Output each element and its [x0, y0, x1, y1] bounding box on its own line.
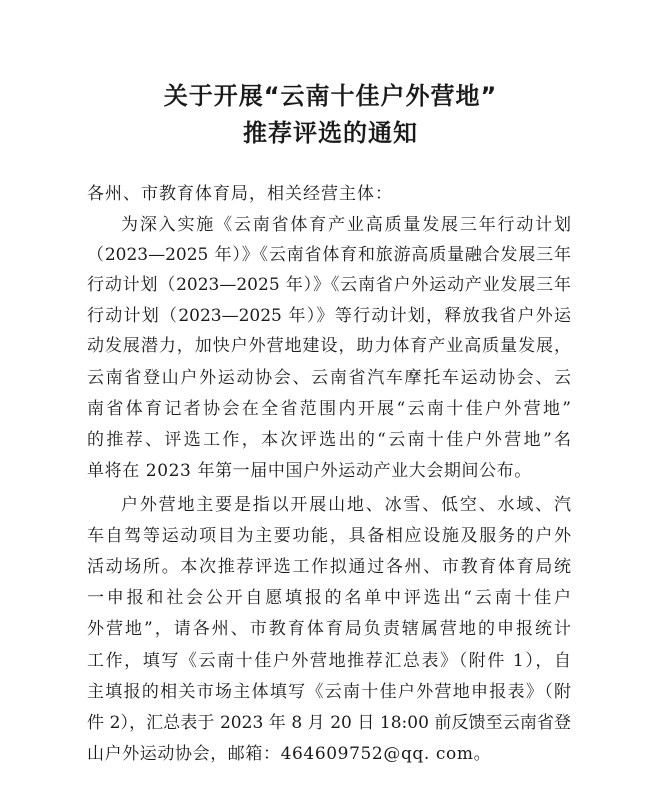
paragraph-line: 山户外运动协会，邮箱：464609752@qq. com。 — [87, 744, 492, 764]
paragraph-line: 件 2），汇总表于 2023 年 8 月 20 日 18:00 前反馈至云南省登 — [87, 713, 571, 733]
paragraph-line: 一申报和社会公开自愿填报的名单中评选出“云南十佳户 — [87, 588, 571, 608]
paragraph-line: 行动计划（2023—2025 年）》《云南省户外运动产业发展三年 — [87, 275, 571, 295]
paragraph-line: 工作，填写《云南十佳户外营地推荐汇总表》（附件 1），自 — [87, 651, 571, 671]
paragraph-line: 户外营地主要是指以开展山地、冰雪、低空、水域、汽 — [121, 495, 571, 515]
document-title-line1: 关于开展“云南十佳户外营地” — [163, 82, 498, 110]
paragraph-line: 单将在 2023 年第一届中国户外运动产业大会期间公布。 — [87, 461, 532, 481]
paragraph-line: （2023—2025 年）》《云南省体育和旅游高质量融合发展三年 — [87, 245, 571, 265]
paragraph-line: 为深入实施《云南省体育产业高质量发展三年行动计划 — [121, 215, 571, 235]
paragraph-line: 活动场所。本次推荐评选工作拟通过各州、市教育体育局统 — [87, 557, 571, 577]
paragraph-line: 云南省登山户外运动协会、云南省汽车摩托车运动协会、云 — [87, 368, 571, 388]
paragraph-line: 外营地”，请各州、市教育体育局负责辖属营地的申报统计 — [87, 619, 571, 639]
salutation: 各州、市教育体育局，相关经营主体： — [87, 184, 393, 204]
document-title-line2: 推荐评选的通知 — [243, 119, 418, 147]
paragraph-line: 行动计划（2023—2025 年）》等行动计划，释放我省户外运 — [87, 306, 571, 326]
paragraph-line: 动发展潜力，加快户外营地建设，助力体育产业高质量发展， — [87, 336, 571, 356]
paragraph-line: 的推荐、评选工作，本次评选出的“云南十佳户外营地”名 — [87, 430, 571, 450]
paragraph-line: 南省体育记者协会在全省范围内开展“云南十佳户外营地” — [87, 399, 571, 419]
paragraph-line: 主填报的相关市场主体填写《云南十佳户外营地申报表》（附 — [87, 682, 571, 702]
paragraph-line: 车自驾等运动项目为主要功能，具备相应设施及服务的户外 — [87, 526, 571, 546]
